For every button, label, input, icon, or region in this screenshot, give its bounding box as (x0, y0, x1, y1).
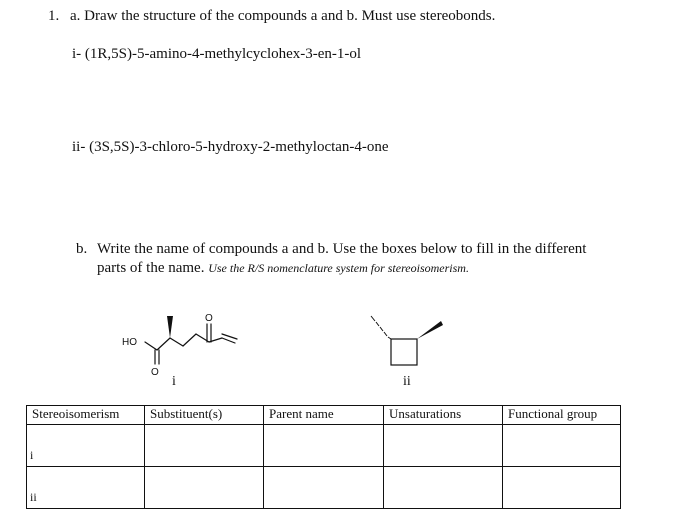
molecule-i-structure (110, 300, 260, 378)
header-stereoisomerism: Stereoisomerism (27, 406, 145, 425)
row-ii-substituents-cell[interactable] (145, 467, 264, 509)
compound-ii-name: ii- (3S,5S)-3-chloro-5-hydroxy-2-methyloctan-4-one (72, 139, 389, 155)
row-i-parent-cell[interactable] (264, 425, 384, 467)
molecule-i-atom-ho: HO (122, 337, 137, 348)
table-header-row (27, 406, 621, 425)
row-i-functional-cell[interactable] (503, 425, 621, 467)
header-parent-name: Parent name (264, 406, 384, 425)
row-label: ii (30, 490, 37, 504)
question-number: 1. (48, 8, 60, 24)
row-label: i (30, 448, 34, 462)
table-row (27, 467, 621, 509)
molecule-i-atom-o-bottom: O (151, 367, 159, 378)
question-part-b-note: Use the R/S nomenclature system for stereoisomerism. (208, 261, 469, 275)
question-part-b-label: b. (76, 241, 88, 257)
molecule-i-wedge-bond (167, 316, 173, 338)
row-i-stereo-cell[interactable] (27, 425, 145, 467)
answer-table (26, 405, 621, 509)
molecule-i-label: i (172, 374, 176, 389)
question-part-b-line2 (97, 260, 469, 277)
row-i-unsaturations-cell[interactable] (384, 425, 503, 467)
molecule-i-atom-o-top: O (205, 313, 213, 324)
molecule-ii-label: ii (403, 374, 411, 389)
molecule-ii-hash-bond (371, 316, 391, 339)
question-part-b-line2-text: parts of the name. (97, 260, 205, 276)
question-part-a: a. Draw the structure of the compounds a and b. Must use stereobonds. (70, 8, 496, 24)
table-row (27, 425, 621, 467)
row-ii-parent-cell[interactable] (264, 467, 384, 509)
header-functional-group: Functional group (503, 406, 621, 425)
header-substituents: Substituent(s) (145, 406, 264, 425)
row-ii-unsaturations-cell[interactable] (384, 467, 503, 509)
compound-i-name: i- (1R,5S)-5-amino-4-methylcyclohex-3-en-1-ol (72, 46, 362, 62)
row-ii-stereo-cell[interactable] (27, 467, 145, 509)
molecule-ii-wedge-bond (417, 321, 443, 339)
molecule-ii-structure (355, 310, 455, 372)
row-i-substituents-cell[interactable] (145, 425, 264, 467)
header-unsaturations: Unsaturations (384, 406, 503, 425)
question-part-b-line1: Write the name of compounds a and b. Use the boxes below to fill in the different (97, 241, 587, 257)
row-ii-functional-cell[interactable] (503, 467, 621, 509)
